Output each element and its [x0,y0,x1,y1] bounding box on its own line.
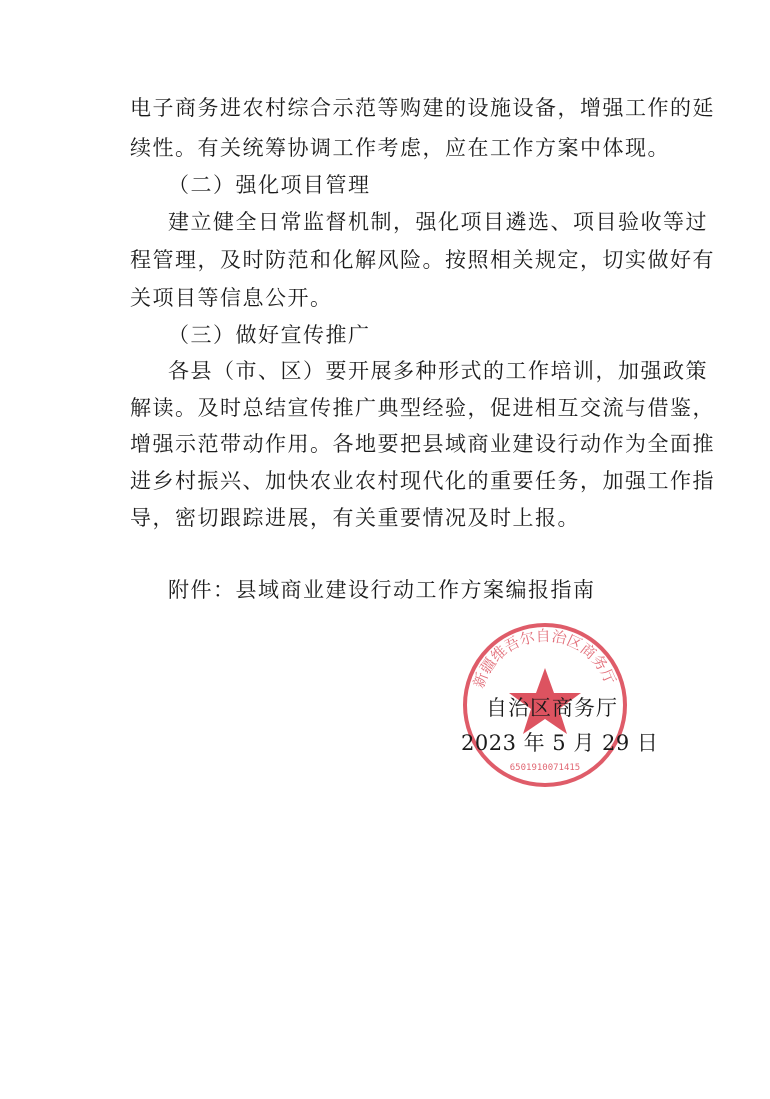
issue-date: 2023 年 5 月 29 日 [461,731,659,755]
paragraph-line: 程管理，及时防范和化解风险。按照相关规定，切实做好有 [130,248,715,272]
issuer-name: 自治区商务厅 [486,696,618,720]
paragraph-line: 增强示范带动作用。各地要把县域商业建设行动作为全面推 [130,432,715,456]
seal-ring-text: 新疆维吾尔自治区商务厅 [469,626,620,691]
section-heading: （二）强化项目管理 [168,173,371,197]
paragraph-line: 续性。有关统筹协调工作考虑，应在工作方案中体现。 [130,136,670,160]
paragraph-line: 关项目等信息公开。 [130,286,333,310]
paragraph-line: 导，密切跟踪进展，有关重要情况及时上报。 [130,506,580,530]
paragraph-line: 建立健全日常监督机制，强化项目遴选、项目验收等过 [168,210,708,234]
seal-serial: 6501910071415 [509,763,581,773]
paragraph-line: 解读。及时总结宣传推广典型经验，促进相互交流与借鉴， [130,396,715,420]
paragraph-line: 各县（市、区）要开展多种形式的工作培训，加强政策 [168,359,708,383]
paragraph-line: 电子商务进农村综合示范等购建的设施设备，增强工作的延 [130,96,715,120]
section-heading: （三）做好宣传推广 [168,323,371,347]
attachment-line: 附件：县域商业建设行动工作方案编报指南 [168,578,596,602]
paragraph-line: 进乡村振兴、加快农业农村现代化的重要任务，加强工作指 [130,469,715,493]
